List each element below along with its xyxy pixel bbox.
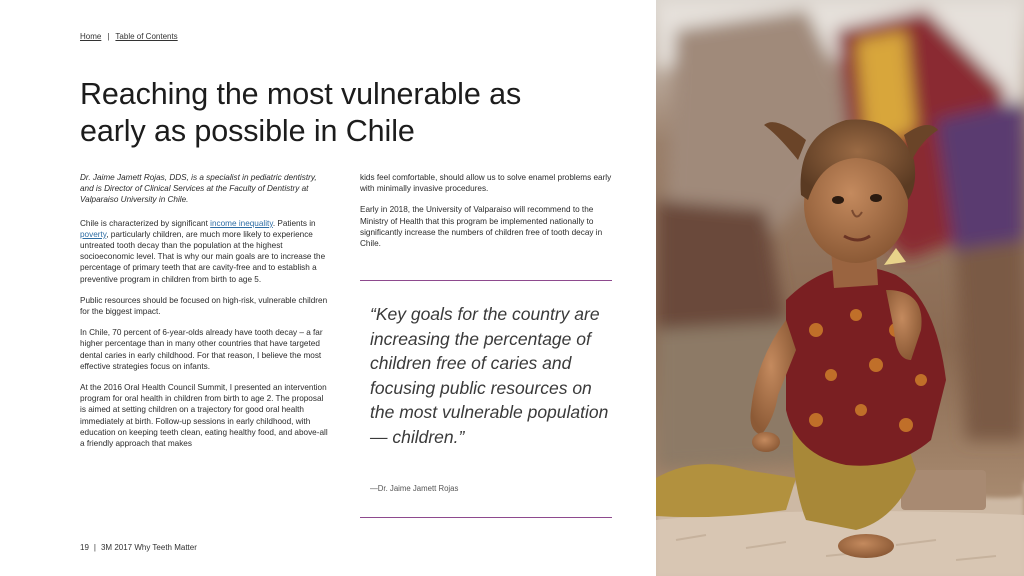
page-footer — [80, 543, 197, 552]
right-text-column — [360, 172, 618, 259]
poverty-link[interactable]: poverty — [80, 229, 107, 239]
publication-name: 3M 2017 Why Teeth Matter — [100, 543, 197, 552]
breadcrumb-toc-link[interactable]: Table of Contents — [115, 32, 178, 41]
breadcrumb — [80, 32, 178, 41]
author-intro: Dr. Jaime Jamett Rojas, DDS, is a specialist in pediatric dentistry, and is Director of Clinical Services at the Faculty of Dentistry at Valparaiso University in Chile. — [80, 173, 317, 205]
paragraph-text: . Patients in — [272, 218, 316, 228]
quote-bottom-divider — [360, 517, 612, 518]
breadcrumb-home-link[interactable]: Home — [80, 32, 102, 41]
pull-quote: “Key goals for the country are increasing the percentage of children free of caries and focusing public resources on the most vulnerable population — children.” — [370, 304, 609, 447]
paragraph-text: Chile is characterized by significant — [80, 218, 211, 228]
paragraph-text: , particularly children, are much more likely to experience untreated tooth decay than the population at the highest socioeconomic level. That is why our main goals are to increase the percentage of primary teeth that are cavity-free and to establish a preventive program in children from birth to age 5. — [80, 229, 326, 284]
paragraph-recommendation: Early in 2018, the University of Valparaiso will recommend to the Ministry of Health that this program be implemented nationally to significantly increase the numbers of children free of tooth decay in Chile. — [360, 205, 603, 249]
paragraph-inequality — [80, 218, 330, 285]
footer-separator: | — [93, 543, 96, 552]
child-photo — [656, 0, 1024, 576]
left-text-column — [80, 172, 330, 459]
paragraph-chile-statistics: In Chile, 70 percent of 6-year-olds already have tooth decay – a far higher percentage than in many other countries that have targeted dental caries in early childhood. For that reason, I believe the most effective strategies focus on infants. — [80, 328, 323, 371]
paragraph-public-resources: Public resources should be focused on high-risk, vulnerable children for the biggest impact. — [80, 295, 328, 317]
page-title: Reaching the most vulnerable as early as possible in Chile — [80, 77, 522, 148]
breadcrumb-separator: | — [107, 32, 110, 41]
quote-attribution: —Dr. Jaime Jamett Rojas — [370, 484, 459, 493]
income-inequality-link[interactable]: income inequality — [210, 218, 273, 228]
page-number: 19 — [80, 543, 89, 552]
paragraph-summit: At the 2016 Oral Health Council Summit, I presented an intervention program for oral health in children from birth to age 2. The proposal is aimed at setting children on a trajectory for good oral health immediately at birth. Follow-up sessions in early childhood, with education on keeping teeth clean, eating healthy food, and above-all a friendly approach that makes — [80, 383, 328, 449]
paragraph-continued: kids feel comfortable, should allow us to solve enamel problems early with minimally invasive procedures. — [360, 173, 612, 194]
quote-top-divider — [360, 280, 612, 281]
